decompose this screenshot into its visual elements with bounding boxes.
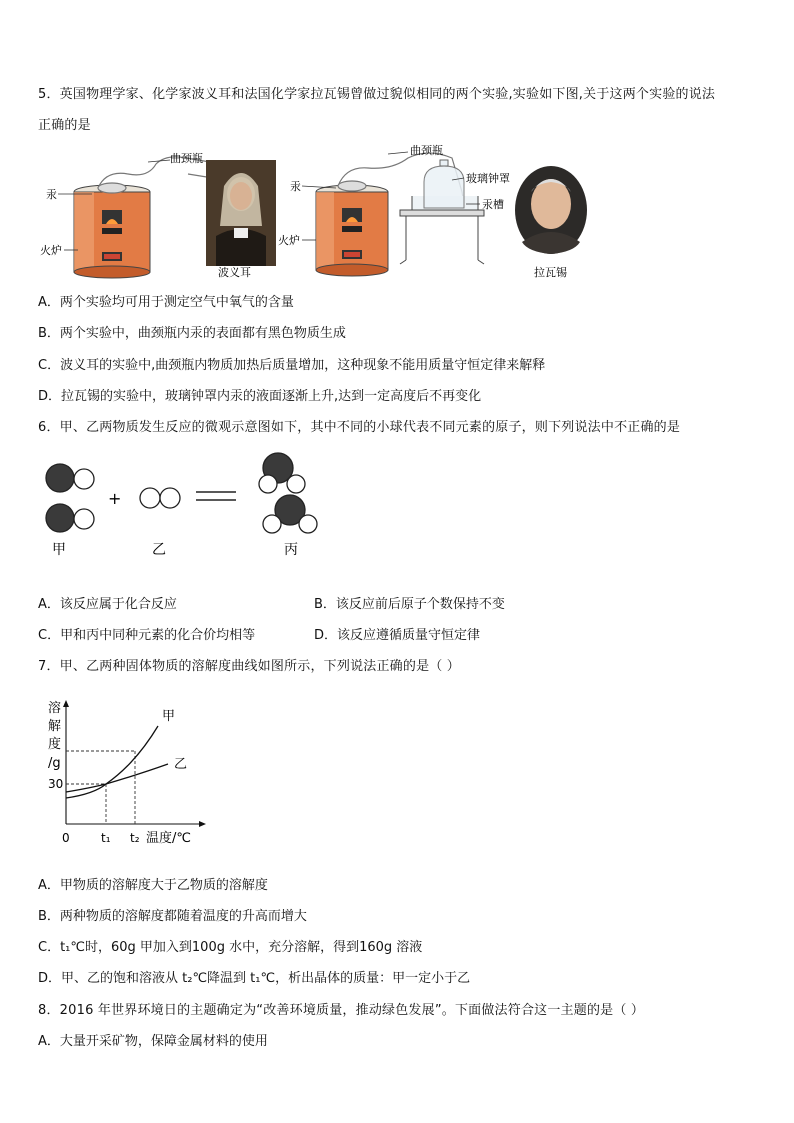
- boyle-portrait: [206, 160, 276, 266]
- series-jia-label: 甲: [162, 709, 176, 724]
- lavoisier-flask-label: 曲颈瓶: [410, 144, 443, 157]
- q5-option-a[interactable]: A．两个实验均可用于测定空气中氧气的含量: [38, 295, 294, 310]
- y-axis-arrow: [63, 700, 69, 707]
- x-tick-0: 0: [62, 831, 70, 845]
- boyle-furnace-label: 火炉: [40, 244, 62, 257]
- q6-option-b[interactable]: B．该反应前后原子个数保持不变: [314, 597, 505, 612]
- x-axis-arrow: [199, 821, 206, 827]
- q8-option-a[interactable]: A．大量开采矿物，保障金属材料的使用: [38, 1034, 268, 1049]
- reactant-a-molecule: [46, 464, 94, 532]
- y-label-char-4: /g: [48, 756, 61, 771]
- lavoisier-furnace: [316, 185, 388, 276]
- y-label-char-2: 解: [48, 719, 62, 734]
- x-tick-t1: t₁: [101, 831, 111, 845]
- boyle-mercury-label: 汞: [46, 188, 57, 201]
- series-yi-curve: [66, 764, 168, 792]
- y-label-char-1: 溶: [48, 701, 62, 716]
- lavoisier-caption: 拉瓦锡: [534, 266, 567, 279]
- plus-sign: +: [108, 489, 122, 508]
- bell-jar: [424, 160, 464, 208]
- q5-stem-line1: 5．英国物理学家、化学家波义耳和法国化学家拉瓦锡曾做过貌似相同的两个实验,实验如下图,关于这两个实验的说法: [38, 87, 716, 102]
- label-bing: 丙: [284, 542, 298, 558]
- q6-option-c[interactable]: C．甲和丙中同种元素的化合价均相等: [38, 628, 256, 643]
- q8-stem: 8．2016 年世界环境日的主题确定为“改善环境质量，推动绿色发展”。下面做法符合这一主题的是（ ）: [38, 1003, 645, 1018]
- boyle-caption: 波义耳: [218, 266, 251, 279]
- label-jia: 甲: [52, 542, 66, 558]
- q5-option-d[interactable]: D．拉瓦锡的实验中，玻璃钟罩内汞的液面逐渐上升,达到一定高度后不再变化: [38, 389, 482, 404]
- label-yi: 乙: [152, 542, 166, 558]
- q7-stem: 7．甲、乙两种固体物质的溶解度曲线如图所示，下列说法正确的是（ ）: [38, 659, 461, 674]
- product-molecule: [259, 453, 317, 533]
- lavoisier-furnace-label: 火炉: [278, 234, 300, 247]
- series-jia-curve: [66, 726, 158, 798]
- series-yi-label: 乙: [174, 757, 188, 772]
- lavoisier-mercury-label: 汞: [290, 180, 301, 193]
- q7-option-d[interactable]: D．甲、乙的饱和溶液从 t₂℃降温到 t₁℃，析出晶体的质量：甲一定小于乙: [38, 971, 471, 986]
- y-label-char-3: 度: [48, 737, 62, 752]
- q7-option-c[interactable]: C．t₁℃时，60g 甲加入到100g 水中，充分溶解，得到160g 溶液: [38, 940, 423, 955]
- q6-reaction-diagram: [38, 448, 358, 566]
- q5-option-c[interactable]: C．波义耳的实验中,曲颈瓶内物质加热后质量增加，这种现象不能用质量守恒定律来解释: [38, 358, 546, 373]
- boyle-furnace: [74, 185, 150, 278]
- q7-option-a[interactable]: A．甲物质的溶解度大于乙物质的溶解度: [38, 878, 268, 893]
- q5-experiment-figure: [40, 140, 600, 282]
- trough-label: 汞槽: [482, 198, 504, 211]
- equals-sign: [196, 492, 236, 500]
- x-axis-label: 温度/℃: [146, 831, 191, 846]
- q7-solubility-chart: [40, 698, 210, 850]
- y-tick-30: 30: [48, 777, 64, 791]
- q6-option-d[interactable]: D．该反应遵循质量守恒定律: [314, 628, 481, 643]
- reactant-b-molecule: [140, 488, 180, 508]
- q6-option-a[interactable]: A．该反应属于化合反应: [38, 597, 177, 612]
- bell-jar-label: 玻璃钟罩: [466, 172, 510, 185]
- q7-option-b[interactable]: B．两种物质的溶解度都随着温度的升高而增大: [38, 909, 307, 924]
- x-tick-t2: t₂: [130, 831, 140, 845]
- q6-stem: 6．甲、乙两物质发生反应的微观示意图如下，其中不同的小球代表不同元素的原子，则下列说法中不正确的是: [38, 420, 681, 435]
- q5-option-b[interactable]: B．两个实验中，曲颈瓶内汞的表面都有黑色物质生成: [38, 326, 346, 341]
- lavoisier-portrait: [515, 166, 587, 254]
- boyle-flask-label: 曲颈瓶: [170, 152, 203, 165]
- q5-stem-line2: 正确的是: [38, 118, 91, 133]
